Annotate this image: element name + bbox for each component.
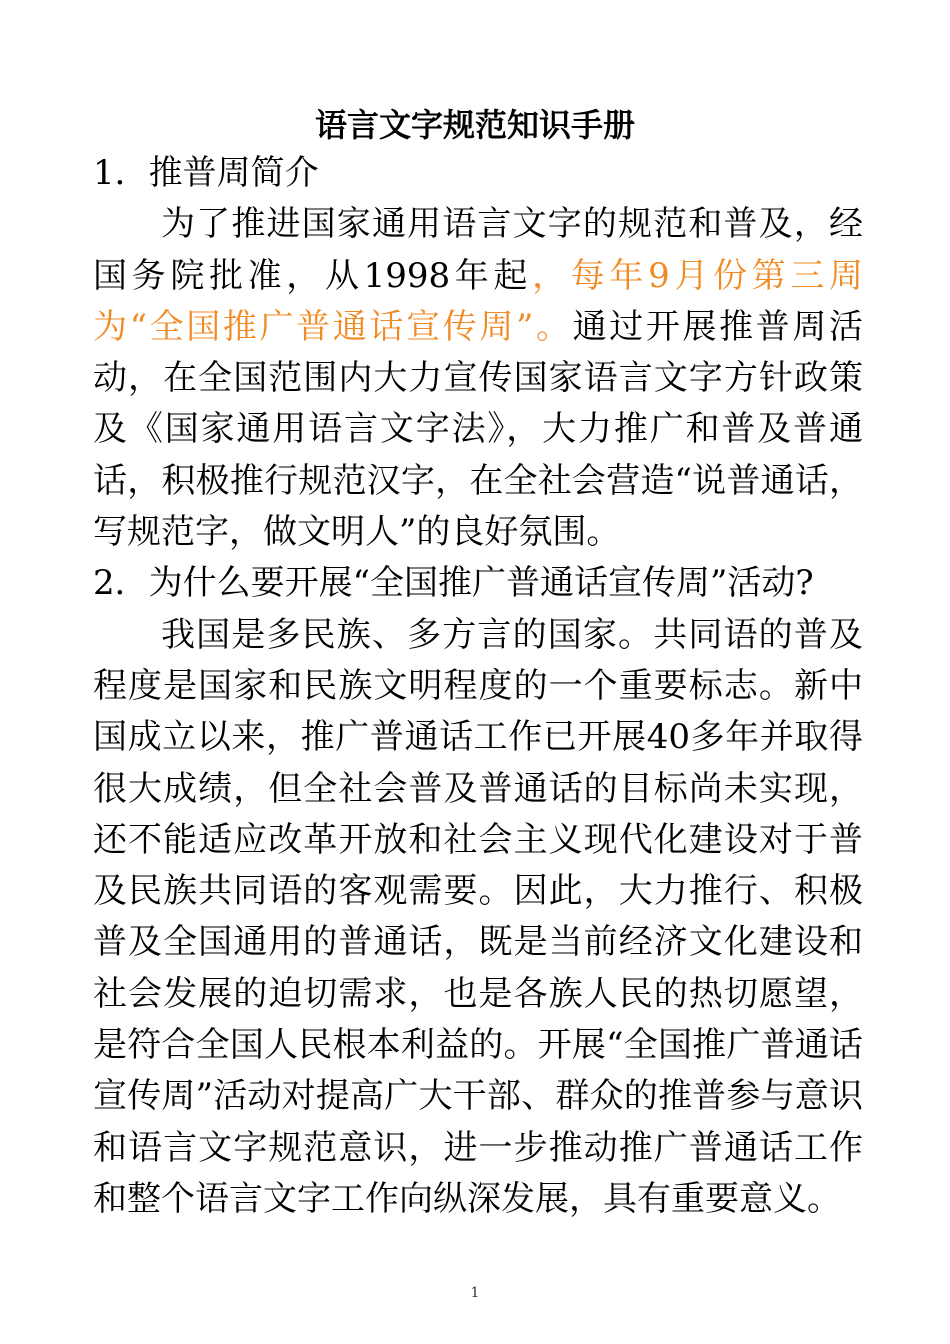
document-body [93, 148, 863, 1225]
document-title: 语言文字规范知识手册 [314, 106, 635, 144]
page-number: 1 [470, 1285, 480, 1301]
section-heading-1: 1．推普周简介 [93, 153, 319, 193]
highlighted-text: ，每年9月份第三周为“全国推广普通话宣传周”。 [93, 255, 863, 347]
section-paragraph-1 [93, 199, 863, 558]
section-heading-2: 2．为什么要开展“全国推广普通话宣传周”活动? [93, 563, 814, 604]
section-paragraph-2: 我国是多民族、多方言的国家。共同语的普及程度是国家和民族文明程度的一个重要标志。新中国成立以来，推广普通话工作已开展40多年并取得很大成绩，但全社会普及普通话的目标尚未实现，还不能适应改革开放和社会主义现代化建设对于普及民族共同语的客观需要。因此，大力推行、积极普及全国通用的普通话，既是当前经济文化建设和社会发展的迫切需求，也是各族人民的热切愿望，是符合全国人民根本利益的。开展“全国推广普通话宣传周”活动对提高广大干部、群众的推普参与意识和语言文字规范意识，进一步推动推广普通话工作和整个语言文字工作向纵深发展，具有重要意义。 [93, 614, 863, 1219]
paragraph-text: 通过开展推普周活动，在全国范围内大力宣传国家语言文字方针政策及《国家通用语言文字法》，大力推广和普及普通话，积极推行规范汉字，在全社会营造“说普通话，写规范字，做文明人”的良好氛围。 [93, 306, 864, 553]
paragraph-text: 为了推进国家通用语言文字的规范和普及，经国务院批准，从1998年起 [93, 204, 863, 296]
